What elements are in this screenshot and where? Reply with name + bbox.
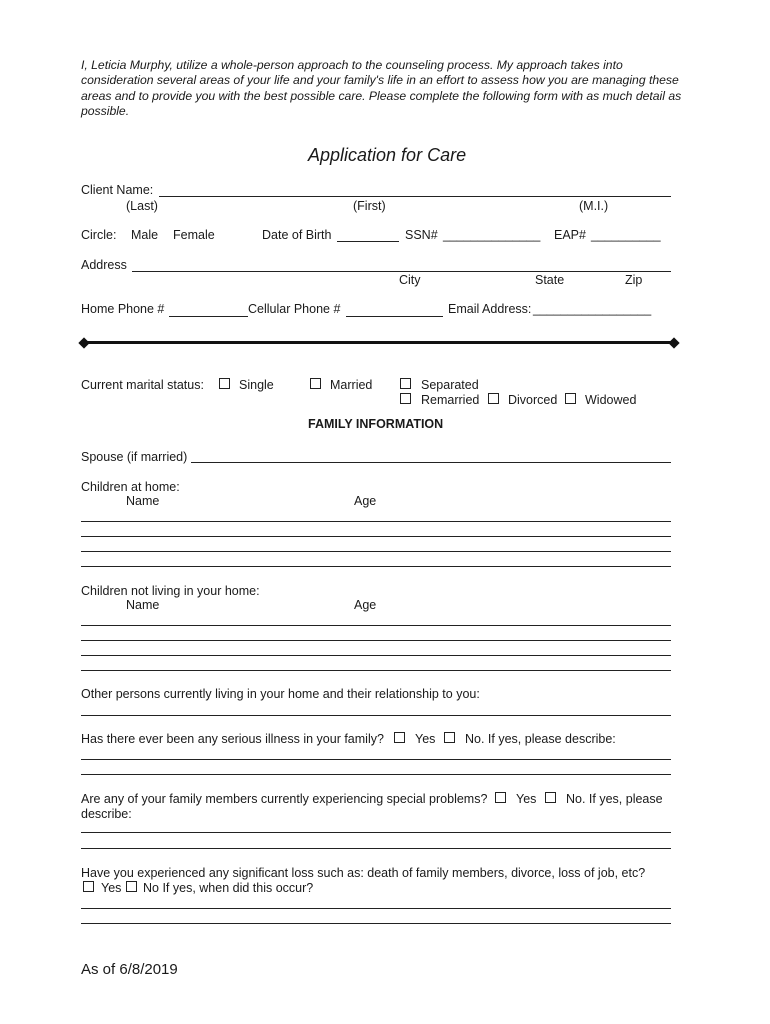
email-field[interactable]: _________________ <box>533 302 652 316</box>
problems-describe-line[interactable] <box>81 848 671 849</box>
problems-yes-checkbox[interactable] <box>495 792 506 803</box>
loss-yes-label: Yes <box>101 881 122 895</box>
middle-initial-caption: (M.I.) <box>579 199 609 213</box>
children-away-name-caption: Name <box>126 598 160 612</box>
form-title: Application for Care <box>308 145 467 165</box>
address-label: Address <box>81 258 127 272</box>
loss-no-label: No If yes, when did this occur? <box>143 881 314 895</box>
illness-no-checkbox[interactable] <box>444 732 455 743</box>
spouse-field[interactable] <box>191 462 671 463</box>
separator-right-diamond <box>668 337 679 348</box>
client-name-label: Client Name: <box>81 183 154 197</box>
other-persons-label: Other persons currently living in your home and their relationship to you: <box>81 687 480 701</box>
children-away-line[interactable] <box>81 625 671 626</box>
address-field[interactable] <box>132 271 671 272</box>
single-label: Single <box>239 378 274 392</box>
illness-yes-label: Yes <box>415 732 436 746</box>
illness-yes-checkbox[interactable] <box>394 732 405 743</box>
email-label: Email Address: <box>448 302 532 316</box>
illness-describe-line[interactable] <box>81 774 671 775</box>
ssn-field[interactable]: ______________ <box>443 228 541 242</box>
date-of-birth-label: Date of Birth <box>262 228 332 242</box>
circle-label: Circle: <box>81 228 117 242</box>
problems-describe-line[interactable] <box>81 832 671 833</box>
last-name-caption: (Last) <box>126 199 158 213</box>
married-label: Married <box>330 378 373 392</box>
first-name-caption: (First) <box>353 199 386 213</box>
home-phone-field[interactable] <box>169 316 248 317</box>
gender-female-option[interactable]: Female <box>173 228 215 242</box>
loss-describe-line[interactable] <box>81 908 671 909</box>
zip-caption: Zip <box>625 273 643 287</box>
date-of-birth-field[interactable] <box>337 241 399 242</box>
children-home-line[interactable] <box>81 521 671 522</box>
home-phone-label: Home Phone # <box>81 302 165 316</box>
intro-paragraph: I, Leticia Murphy, utilize a whole-person approach to the counseling process. My approach takes into consideration several areas of your life and your family's life in an effort to assess how you are managing these areas and to provide you with the best possible care. Please complete the following form with as much detail as possible. <box>81 58 682 118</box>
section-separator <box>86 341 674 344</box>
problems-yes-label: Yes <box>516 792 537 806</box>
city-caption: City <box>399 273 421 287</box>
illness-no-label: No. If yes, please describe: <box>465 732 616 746</box>
client-name-field[interactable] <box>159 196 671 197</box>
separated-checkbox[interactable] <box>400 378 411 389</box>
marital-status-label: Current marital status: <box>81 378 204 392</box>
married-checkbox[interactable] <box>310 378 321 389</box>
problems-describe-label: describe: <box>81 807 132 821</box>
loss-yes-checkbox[interactable] <box>83 881 94 892</box>
children-home-line[interactable] <box>81 551 671 552</box>
single-checkbox[interactable] <box>219 378 230 389</box>
separated-label: Separated <box>421 378 479 392</box>
remarried-label: Remarried <box>421 393 480 407</box>
children-home-age-caption: Age <box>354 494 377 508</box>
children-away-line[interactable] <box>81 640 671 641</box>
widowed-checkbox[interactable] <box>565 393 576 404</box>
problems-no-checkbox[interactable] <box>545 792 556 803</box>
eap-label: EAP# <box>554 228 586 242</box>
serious-illness-question: Has there ever been any serious illness in your family? <box>81 732 384 746</box>
children-not-home-label: Children not living in your home: <box>81 584 260 598</box>
children-away-line[interactable] <box>81 670 671 671</box>
problems-no-label: No. If yes, please <box>566 792 663 806</box>
spouse-label: Spouse (if married) <box>81 450 188 464</box>
divorced-checkbox[interactable] <box>488 393 499 404</box>
other-persons-field[interactable] <box>81 715 671 716</box>
remarried-checkbox[interactable] <box>400 393 411 404</box>
children-home-line[interactable] <box>81 536 671 537</box>
special-problems-question: Are any of your family members currently experiencing special problems? <box>81 792 488 806</box>
ssn-label: SSN# <box>405 228 438 242</box>
divorced-label: Divorced <box>508 393 558 407</box>
loss-describe-line[interactable] <box>81 923 671 924</box>
loss-no-checkbox[interactable] <box>126 881 137 892</box>
children-away-line[interactable] <box>81 655 671 656</box>
cellular-phone-field[interactable] <box>346 316 443 317</box>
cellular-phone-label: Cellular Phone # <box>248 302 341 316</box>
children-away-age-caption: Age <box>354 598 377 612</box>
family-information-heading: FAMILY INFORMATION <box>308 417 444 431</box>
gender-male-option[interactable]: Male <box>131 228 159 242</box>
widowed-label: Widowed <box>585 393 637 407</box>
state-caption: State <box>535 273 565 287</box>
significant-loss-question: Have you experienced any significant loss such as: death of family members, divorce, loss of job, etc? <box>81 866 646 880</box>
children-home-name-caption: Name <box>126 494 160 508</box>
eap-field[interactable]: __________ <box>591 228 661 242</box>
children-home-line[interactable] <box>81 566 671 567</box>
revision-date-footer: As of 6/8/2019 <box>81 961 178 978</box>
children-at-home-label: Children at home: <box>81 480 180 494</box>
illness-describe-line[interactable] <box>81 759 671 760</box>
